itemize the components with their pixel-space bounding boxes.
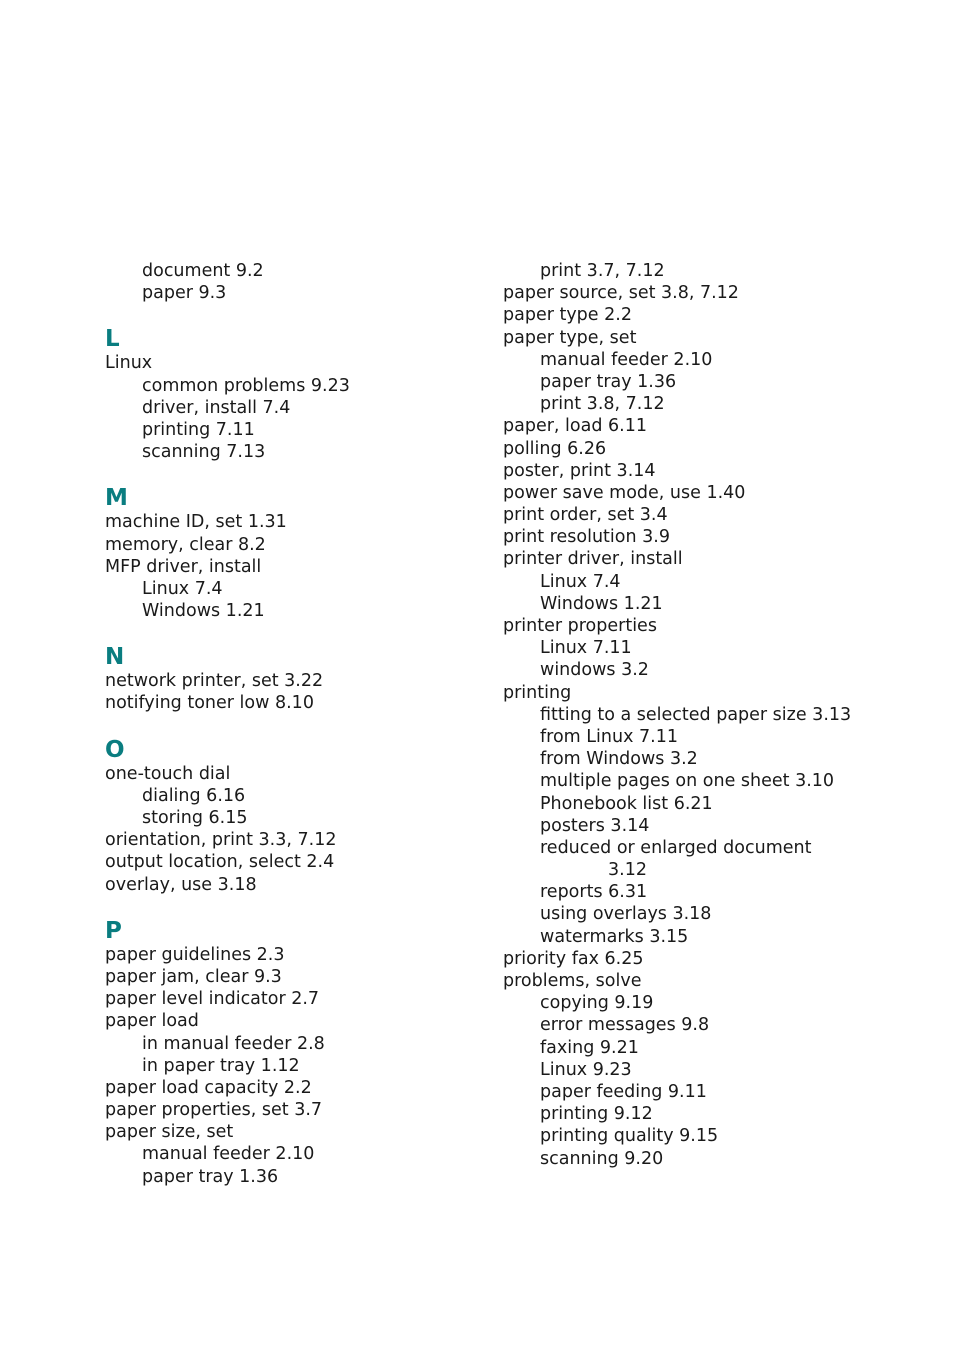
index-subentry: manual feeder 2.10: [142, 1144, 315, 1165]
index-subentry: scanning 9.20: [540, 1148, 664, 1169]
index-subentry: posters 3.14: [540, 815, 650, 836]
index-subentry: in manual feeder 2.8: [142, 1033, 325, 1054]
index-subentry: in paper tray 1.12: [142, 1055, 300, 1076]
index-subentry: from Linux 7.11: [540, 726, 678, 747]
section-spacer: [105, 304, 485, 326]
index-subentry: printing 9.12: [540, 1104, 653, 1125]
index-entry: memory, clear 8.2: [105, 534, 266, 555]
index-letter-l: L: [105, 326, 120, 353]
index-entry: priority fax 6.25: [503, 948, 644, 969]
index-subentry: faxing 9.21: [540, 1037, 639, 1058]
section-spacer: [105, 715, 485, 737]
index-subentry: storing 6.15: [142, 808, 248, 828]
index-subentry: printing 7.11: [142, 419, 255, 440]
index-letter-n: N: [105, 644, 125, 671]
index-subentry: multiple pages on one sheet 3.10: [540, 771, 835, 792]
index-entry: paper type, set: [503, 327, 637, 348]
index-subentry: Windows 1.21: [142, 601, 265, 622]
index-entry: power save mode, use 1.40: [503, 482, 746, 503]
index-entry: printer driver, install: [503, 549, 683, 570]
index-entry: problems, solve: [503, 971, 642, 991]
index-subentry: Linux 7.4: [540, 571, 621, 592]
index-entry: machine ID, set 1.31: [105, 512, 287, 533]
index-entry: paper load capacity 2.2: [105, 1077, 312, 1098]
index-subentry: watermarks 3.15: [540, 926, 689, 947]
index-entry: Linux: [105, 353, 153, 374]
index-subentry: print 3.7, 7.12: [540, 261, 665, 281]
index-subentry: driver, install 7.4: [142, 397, 291, 418]
index-entry: paper level indicator 2.7: [105, 989, 320, 1010]
index-entry: one-touch dial: [105, 763, 231, 784]
index-subentry: document 9.2: [142, 261, 264, 281]
index-entry: printing: [503, 682, 572, 703]
index-letter-p: P: [105, 917, 122, 944]
index-subentry: 3.12: [608, 860, 647, 881]
index-entry: paper jam, clear 9.3: [105, 966, 282, 987]
index-entry: paper type 2.2: [503, 305, 632, 326]
index-entry: paper, load 6.11: [503, 416, 647, 437]
index-subentry: copying 9.19: [540, 993, 654, 1014]
index-subentry: common problems 9.23: [142, 375, 350, 396]
index-subentry: manual feeder 2.10: [540, 349, 713, 370]
section-spacer: [105, 896, 485, 918]
index-entry: polling 6.26: [503, 438, 607, 459]
index-subentry: error messages 9.8: [540, 1015, 710, 1036]
index-entry: MFP driver, install: [105, 556, 262, 577]
index-subentry: paper tray 1.36: [540, 371, 677, 392]
index-subentry: paper tray 1.36: [142, 1166, 279, 1187]
section-spacer: [105, 622, 485, 644]
index-entry: poster, print 3.14: [503, 460, 656, 481]
index-subentry: reports 6.31: [540, 882, 648, 903]
index-entry: paper source, set 3.8, 7.12: [503, 283, 739, 304]
index-subentry: Phonebook list 6.21: [540, 793, 713, 814]
index-subentry: paper feeding 9.11: [540, 1081, 707, 1102]
index-entry: paper guidelines 2.3: [105, 944, 285, 965]
index-column-left: [105, 260, 485, 1188]
index-subentry: scanning 7.13: [142, 442, 266, 463]
index-subentry: Windows 1.21: [540, 593, 663, 614]
index-subentry: Linux 7.4: [142, 578, 223, 599]
index-subentry: paper 9.3: [142, 283, 227, 304]
section-spacer: [105, 463, 485, 485]
index-letter-m: M: [105, 485, 128, 512]
index-entry: paper load: [105, 1011, 199, 1032]
index-entry: printer properties: [503, 616, 657, 636]
index-subentry: reduced or enlarged document: [540, 837, 812, 858]
index-column-right: [503, 260, 923, 1170]
index-entry: paper size, set: [105, 1122, 234, 1143]
index-subentry: fitting to a selected paper size 3.13: [540, 704, 852, 725]
index-entry: notifying toner low 8.10: [105, 693, 314, 714]
index-subentry: from Windows 3.2: [540, 749, 698, 770]
index-entry: network printer, set 3.22: [105, 671, 324, 692]
index-subentry: Linux 7.11: [540, 638, 632, 659]
index-entry: print order, set 3.4: [503, 505, 668, 526]
index-letter-o: O: [105, 736, 125, 763]
index-entry: print resolution 3.9: [503, 527, 670, 548]
index-entry: paper properties, set 3.7: [105, 1100, 323, 1121]
index-entry: output location, select 2.4: [105, 852, 335, 873]
index-entry: orientation, print 3.3, 7.12: [105, 830, 337, 851]
index-subentry: Linux 9.23: [540, 1059, 632, 1080]
index-entry: overlay, use 3.18: [105, 874, 257, 895]
index-subentry: printing quality 9.15: [540, 1126, 719, 1147]
index-subentry: dialing 6.16: [142, 785, 246, 806]
index-subentry: using overlays 3.18: [540, 904, 712, 925]
index-subentry: windows 3.2: [540, 660, 649, 681]
index-subentry: print 3.8, 7.12: [540, 394, 665, 415]
